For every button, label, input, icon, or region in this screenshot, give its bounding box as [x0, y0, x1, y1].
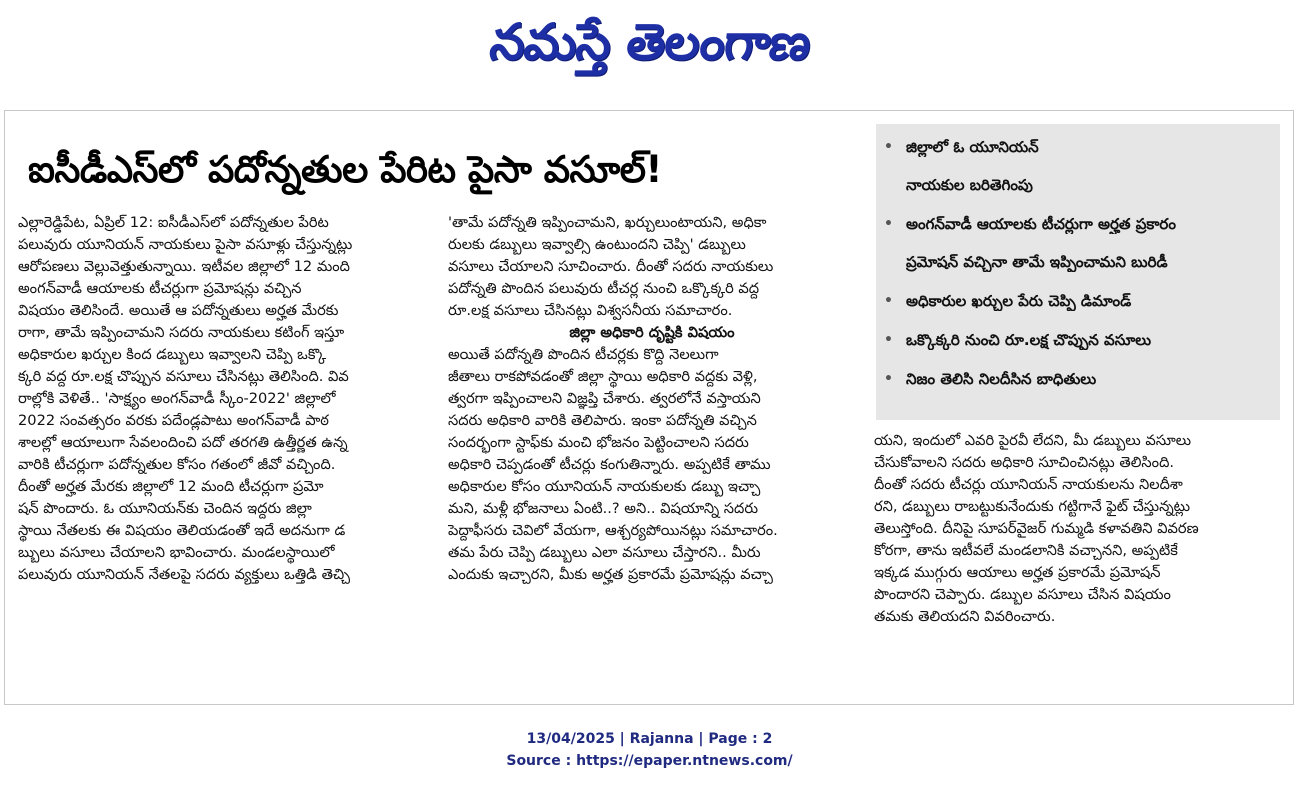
paragraph-line: పెద్దాఫీసరు చెవిలో వేయగా, ఆశ్చర్యపోయినట్లు సమాచారం.	[448, 522, 778, 539]
article-headline: ఐసీడీఎస్‌లో పదోన్నతుల పేరిట పైసా వసూల్‌!	[28, 148, 662, 191]
highlight-text: ఒక్కొక్కరి నుంచి రూ.లక్ష చొప్పున వసూలు	[906, 331, 1152, 349]
paragraph-line: చేసుకోవాలని సదరు అధికారి సూచించినట్లు తెలిసింది.	[874, 454, 1175, 471]
paragraph-line: షన్‌ పొందారు. ఓ యూనియన్‌కు చెందిన ఇద్దరు జిల్లా	[18, 500, 312, 517]
paragraph-line: అధికారి చెప్పడంతో టీచర్లు కంగుతిన్నారు. అప్పటికే తాము	[448, 456, 771, 473]
bullet-icon: •	[884, 371, 893, 387]
paragraph-line: ఆరోపణలు వెల్లువెత్తుతున్నాయి. ఇటీవల జిల్లాలో 12 మంది	[18, 258, 350, 275]
bullet-icon: •	[884, 139, 893, 155]
highlight-item	[884, 138, 1270, 195]
article-column-2	[448, 212, 856, 692]
highlight-text: నిజం తెలిసి నిలదీసిన బాధితులు	[906, 370, 1097, 388]
paragraph-line: రాల్లోకి వెళితే.. 'సాక్ష్యం అంగన్‌వాడీ స్కీం-2022' జిల్లాలో	[18, 390, 336, 407]
paragraph-line: మని, మళ్లీ భోజనాలు ఏంటి..? అని.. విషయాన్ని సదరు	[448, 500, 759, 517]
paragraph-line: బ్బులు వసూలు చేయాలని భావించారు. మండలస్థాయిలో	[18, 544, 335, 561]
paragraph-line: దీంతో అర్హత మేరకు జిల్లాలో 12 మంది టీచర్లుగా ప్రమో	[18, 478, 324, 495]
edition-info: 13/04/2025 | Rajanna | Page : 2	[526, 731, 773, 747]
paragraph-line: విషయం తెలిసిందే. అయితే ఆ పదోన్నతులు అర్హత మేరకు	[18, 302, 339, 319]
paragraph-line: పొందారని చెప్పారు. డబ్బుల వసూలు చేసిన విషయం	[874, 586, 1171, 603]
page-footer	[0, 728, 1299, 772]
highlight-item	[884, 292, 1270, 311]
highlights-box	[876, 124, 1280, 420]
highlight-text: జిల్లాలో ఓ యూనియన్‌	[906, 138, 1039, 156]
highlight-text: అధికారుల ఖర్చుల పేరు చెప్పి డిమాండ్‌	[906, 292, 1132, 310]
paragraph-line: పలువురు యూనియన్‌ నేతలపై సదరు వ్యక్తులు ఒత్తిడి తెచ్చి	[18, 566, 350, 583]
bullet-icon: •	[884, 332, 893, 348]
article-column-3	[874, 430, 1282, 692]
paragraph-line: 'తామే పదోన్నతి ఇప్పించామని, ఖర్చులుంటాయని, అధికా	[448, 214, 767, 231]
paragraph-line: ఎల్లారెడ్డిపేట, ఏప్రిల్‌ 12: ఐసీడీఎస్‌లో పదోన్నతుల పేరిట	[18, 214, 329, 231]
paragraph-line: దీంతో సదరు టీచర్లు యూనియన్‌ నాయకులను నిలదీశా	[874, 476, 1183, 493]
highlight-text: నాయకుల బరితెగింపు	[906, 176, 1033, 194]
paragraph-line: సదరు అధికారి వారికి తెలిపారు. ఇంకా పదోన్నతి వచ్చిన	[448, 412, 757, 429]
paragraph-line: ఎందుకు ఇచ్చారని, మీకు అర్హత ప్రకారమే ప్రమోషన్లు వచ్చా	[448, 566, 773, 583]
bullet-icon: •	[884, 216, 893, 232]
highlight-item	[884, 370, 1270, 389]
paragraph-line: క్కరి వద్ద రూ.లక్ష చొప్పున వసూలు చేసినట్లు తెలిసింది. వివ	[18, 368, 349, 385]
paragraph-line: రని, డబ్బులు రాబట్టుకునేందుకు గట్టిగానే ఫైట్‌ చేస్తున్నట్లు	[874, 498, 1190, 515]
paragraph-line: 2022 సంవత్సరం వరకు పదేండ్లపాటు అంగన్‌వాడీ పాఠ	[18, 412, 329, 429]
source-link[interactable]: Source : https://epaper.ntnews.com/	[506, 753, 793, 769]
paragraph-line: శాలల్లో ఆయాలుగా సేవలందించి పదో తరగతి ఉత్తీర్ణత ఉన్న	[18, 434, 348, 451]
newspaper-logo: నమస్తే తెలంగాణ	[487, 13, 813, 71]
paragraph-line: త్వరగా ఇప్పించాలని విజ్ఞప్తి చేశారు. త్వరలోనే వస్తాయని	[448, 390, 761, 407]
paragraph-line: రులకు డబ్బులు ఇవ్వాల్సి ఉంటుందని చెప్పి' డబ్బులు	[448, 236, 746, 253]
paragraph-line: స్థాయి నేతలకు ఈ విషయం తెలియడంతో ఇదే అదనుగా డ	[18, 522, 346, 539]
paragraph-line: అధికారుల కోసం యూనియన్‌ నాయకులకు డబ్బు ఇచ్చా	[448, 478, 761, 495]
paragraph-line: వారికి టీచర్లుగా పదోన్నతుల కోసం గతంలో జీవో వచ్చింది.	[18, 456, 336, 473]
paragraph-line: పదోన్నతి పొందిన పలువురు టీచర్ల నుంచి ఒక్కొక్కరి వద్ద	[448, 280, 760, 297]
article-column-1	[18, 212, 428, 692]
paragraph-line: పలువురు యూనియన్‌ నాయకులు పైసా వసూళ్లు చేస్తున్నట్లు	[18, 236, 353, 253]
highlight-text: అంగన్‌వాడీ ఆయాలకు టీచర్లుగా అర్హత ప్రకారం	[906, 215, 1176, 233]
paragraph-line: తమ పేరు చెప్పి డబ్బులు ఎలా వసూలు చేస్తారని.. మీరు	[448, 544, 761, 561]
paragraph-line: జీతాలు రాకపోవడంతో జిల్లా స్థాయి అధికారి వద్దకు వెళ్లి,	[448, 368, 758, 385]
paragraph-line: అంగన్‌వాడీ ఆయాలకు టీచర్లుగా ప్రమోషన్లు వచ్చిన	[18, 280, 302, 297]
paragraph-line: ఇక్కడ ముగ్గురు ఆయాలు అర్హత ప్రకారమే ప్రమోషన్‌	[874, 564, 1161, 581]
paragraph-line: యని, ఇందులో ఎవరి పైరవీ లేదని, మీ డబ్బులు వసూలు	[874, 432, 1192, 449]
paragraph-line: కోరగా, తాను ఇటీవలే మండలానికి వచ్చానని, అప్పటికే	[874, 542, 1178, 559]
paragraph-line: రాగా, తామే ఇప్పించామని సదరు నాయకులు కటింగ్‌ ఇస్తూ	[18, 324, 345, 341]
section-subheading: జిల్లా అధికారి దృష్టికి విషయం	[569, 324, 735, 341]
paragraph-line: తెలుస్తోంది. దీనిపై సూపర్‌వైజర్‌ గుమ్మడి కళావతిని వివరణ	[874, 520, 1199, 537]
highlight-item	[884, 331, 1270, 350]
paragraph-line: సందర్భంగా స్టాఫ్‌కు మంచి భోజనం పెట్టించాలని సదరు	[448, 434, 749, 451]
paragraph-line: తమకు తెలియదని వివరించారు.	[874, 608, 1056, 625]
paragraph-line: రూ.లక్ష వసూలు చేసినట్లు విశ్వసనీయ సమాచారం.	[448, 302, 733, 319]
paragraph-line: వసూలు చేయాలని సూచించారు. దీంతో సదరు నాయకులు	[448, 258, 774, 275]
paragraph-line: అధికారుల ఖర్చుల కింద డబ్బులు ఇవ్వాలని చెప్పి ఒక్కొ	[18, 346, 327, 363]
highlight-text: ప్రమోషన్‌ వచ్చినా తామే ఇప్పించామని బురిడీ	[906, 253, 1168, 271]
masthead	[0, 0, 1299, 100]
bullet-icon: •	[884, 293, 893, 309]
highlight-item	[884, 215, 1270, 272]
paragraph-line: అయితే పదోన్నతి పొందిన టీచర్లకు కొద్ది నెలలుగా	[448, 346, 719, 363]
